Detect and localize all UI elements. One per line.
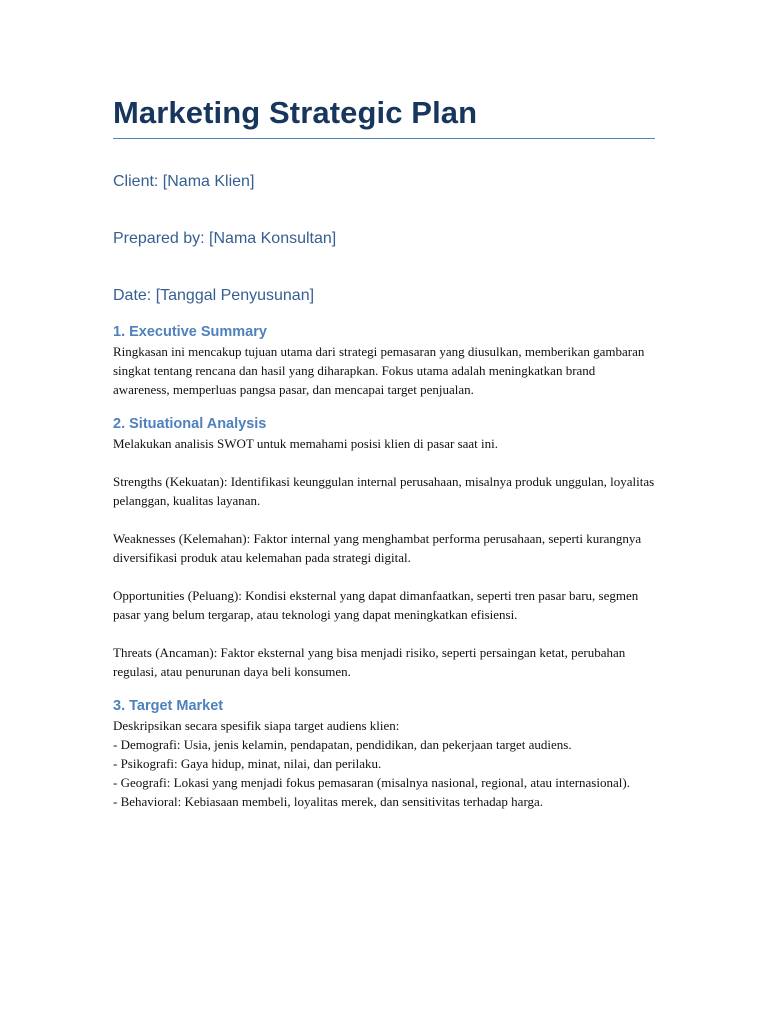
executive-summary-body: Ringkasan ini mencakup tujuan utama dari strategi pemasaran yang diusulkan, memberikan gambaran singkat tentang rencana dan hasil yang diharapkan. Fokus utama adalah meningkatkan brand awareness, memperluas pangsa pasar, dan mencapai target penjualan. (113, 344, 645, 397)
target-market-intro: Deskripsikan secara spesifik siapa target audiens klien: (113, 718, 400, 733)
date-line: Date: [Tanggal Penyusunan] (113, 287, 315, 304)
list-item-demografi: - Demografi: Usia, jenis kelamin, pendapatan, pendidikan, dan pekerjaan target audiens. (113, 737, 572, 752)
document-title: Marketing Strategic Plan (113, 92, 655, 139)
client-line: Client: [Nama Klien] (113, 173, 255, 190)
swot-opportunities: Opportunities (Peluang): Kondisi eksternal yang dapat dimanfaatkan, seperti tren pasar baru, segmen pasar yang belum tergarap, atau teknologi yang dapat meningkatkan efisiensi. (113, 588, 639, 622)
prepared-by-line: Prepared by: [Nama Konsultan] (113, 230, 337, 247)
document-page (113, 92, 655, 811)
list-item-geografi: - Geografi: Lokasi yang menjadi fokus pemasaran (misalnya nasional, regional, atau internasional). (113, 775, 630, 790)
target-market-heading: 3. Target Market (113, 698, 224, 714)
situational-analysis-intro: Melakukan analisis SWOT untuk memahami posisi klien di pasar saat ini. (113, 436, 498, 451)
swot-strengths: Strengths (Kekuatan): Identifikasi keunggulan internal perusahaan, misalnya produk unggulan, loyalitas pelanggan, kualitas layanan. (113, 474, 655, 508)
target-market-body (113, 716, 655, 811)
swot-weaknesses: Weaknesses (Kelemahan): Faktor internal yang menghambat performa perusahaan, seperti kurangnya diversifikasi produk atau kelemahan pada strategi digital. (113, 531, 642, 565)
list-item-psikografi: - Psikografi: Gaya hidup, minat, nilai, dan perilaku. (113, 756, 382, 771)
executive-summary-heading: 1. Executive Summary (113, 324, 267, 340)
swot-threats: Threats (Ancaman): Faktor eksternal yang bisa menjadi risiko, seperti persaingan ketat, perubahan regulasi, atau penurunan daya beli konsumen. (113, 645, 626, 679)
list-item-behavioral: - Behavioral: Kebiasaan membeli, loyalitas merek, dan sensitivitas terhadap harga. (113, 794, 544, 809)
situational-analysis-heading: 2. Situational Analysis (113, 416, 267, 432)
